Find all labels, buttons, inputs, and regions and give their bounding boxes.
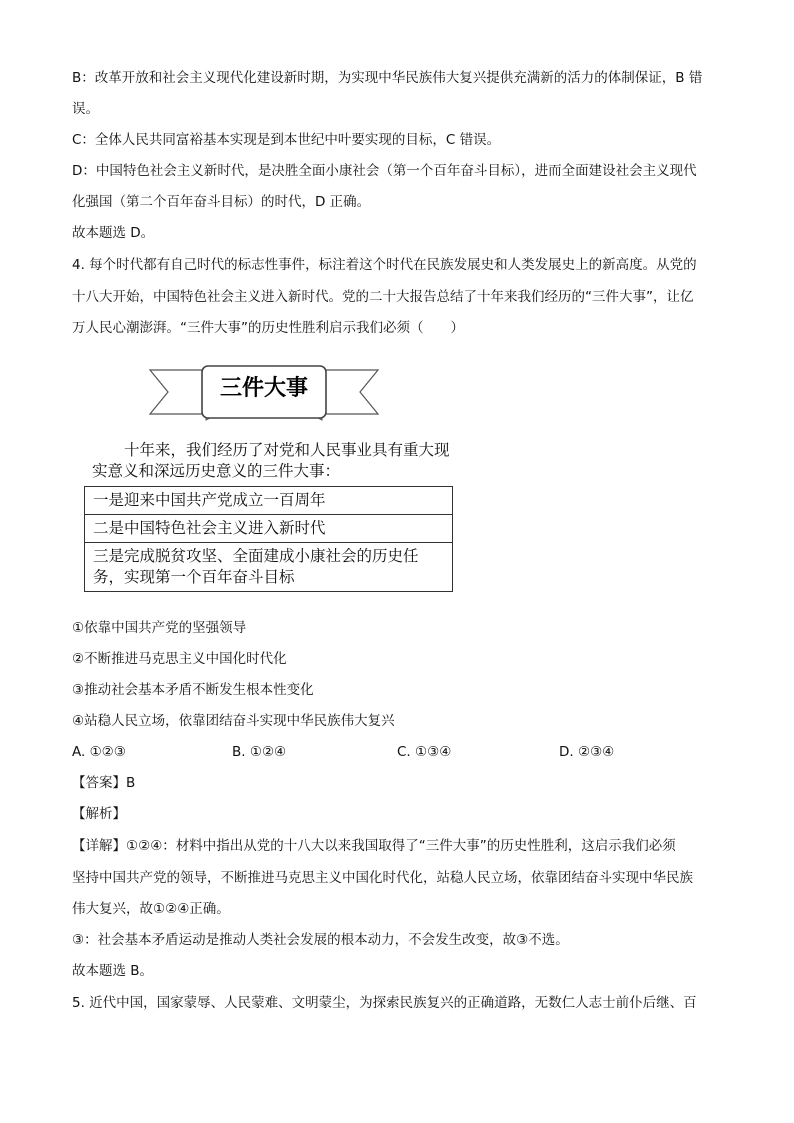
option-c: C. ①③④ [397, 744, 452, 760]
question-4-stem-line-3: 万人民心潮澎湃。“三件大事”的历史性胜利启示我们必须（ ） [72, 320, 464, 336]
detail-line-2: 坚持中国共产党的领导，不断推进马克思主义中国化时代化，站稳人民立场，依靠团结奋斗实现中华民族 [72, 870, 693, 886]
statement-2: ②不断推进马克思主义中国化时代化 [72, 651, 287, 667]
option-a: A. ①②③ [72, 744, 126, 760]
statement-4: ④站稳人民立场，依靠团结奋斗实现中华民族伟大复兴 [72, 713, 395, 729]
answer-line: 【答案】B [72, 775, 136, 791]
option-c-explanation: C：全体人民共同富裕基本实现是到本世纪中叶要实现的目标，C 错误。 [72, 132, 501, 148]
detail-line-3: 伟大复兴，故①②④正确。 [72, 901, 230, 917]
question-4-stem-line-2: 十八大开始，中国特色社会主义进入新时代。党的二十大报告总结了十年来我们经历的“三件大事”，让亿 [72, 289, 694, 305]
answer-options [72, 742, 724, 762]
figure-event-row-3: 三是完成脱贫攻坚、全面建成小康社会的历史任务，实现第一个百年奋斗目标 [85, 542, 452, 591]
option-d: D. ②③④ [559, 744, 615, 760]
figure-title: 三件大事 [219, 376, 308, 401]
three-major-events-figure [84, 364, 456, 596]
detail-line-4: ③：社会基本矛盾运动是推动人类社会发展的根本动力，不会发生改变，故③不选。 [72, 932, 569, 948]
figure-event-row-2: 二是中国特色社会主义进入新时代 [85, 514, 452, 542]
option-d-explanation-line-1: D：中国特色社会主义新时代，是决胜全面小康社会（第一个百年奋斗目标），进而全面建设社会主义现代 [72, 163, 697, 179]
question-5-stem: 5. 近代中国，国家蒙辱、人民蒙难、文明蒙尘，为探索民族复兴的正确道路，无数仁人志士前仆后继、百 [72, 995, 697, 1011]
option-d-explanation-line-2: 化强国（第二个百年奋斗目标）的时代，D 正确。 [72, 194, 371, 210]
option-b-explanation-line-1: B：改革开放和社会主义现代化建设新时期，为实现中华民族伟大复兴提供充满新的活力的体制保证，B 错 [72, 70, 703, 86]
detail-line-1: 【详解】①②④：材料中指出从党的十八大以来我国取得了“三件大事”的历史性胜利，这启示我们必须 [72, 838, 676, 854]
figure-intro-text: 十年来，我们经历了对党和人民事业具有重大现实意义和深远历史意义的三件大事： [92, 441, 450, 480]
statement-1: ①依靠中国共产党的坚强领导 [72, 620, 247, 636]
option-b: B. ①②④ [232, 744, 287, 760]
detail-line-5: 故本题选 B。 [72, 963, 154, 979]
statement-3: ③推动社会基本矛盾不断发生根本性变化 [72, 682, 314, 698]
analysis-label: 【解析】 [72, 806, 126, 822]
q3-conclusion: 故本题选 D。 [72, 225, 155, 241]
option-b-explanation-line-2: 误。 [72, 101, 99, 117]
question-4-stem-line-1: 4. 每个时代都有自己时代的标志性事件，标注着这个时代在民族发展史和人类发展史上的新高度。从党的 [72, 257, 697, 273]
figure-events-table [84, 486, 453, 592]
figure-event-row-1: 一是迎来中国共产党成立一百周年 [93, 491, 326, 509]
